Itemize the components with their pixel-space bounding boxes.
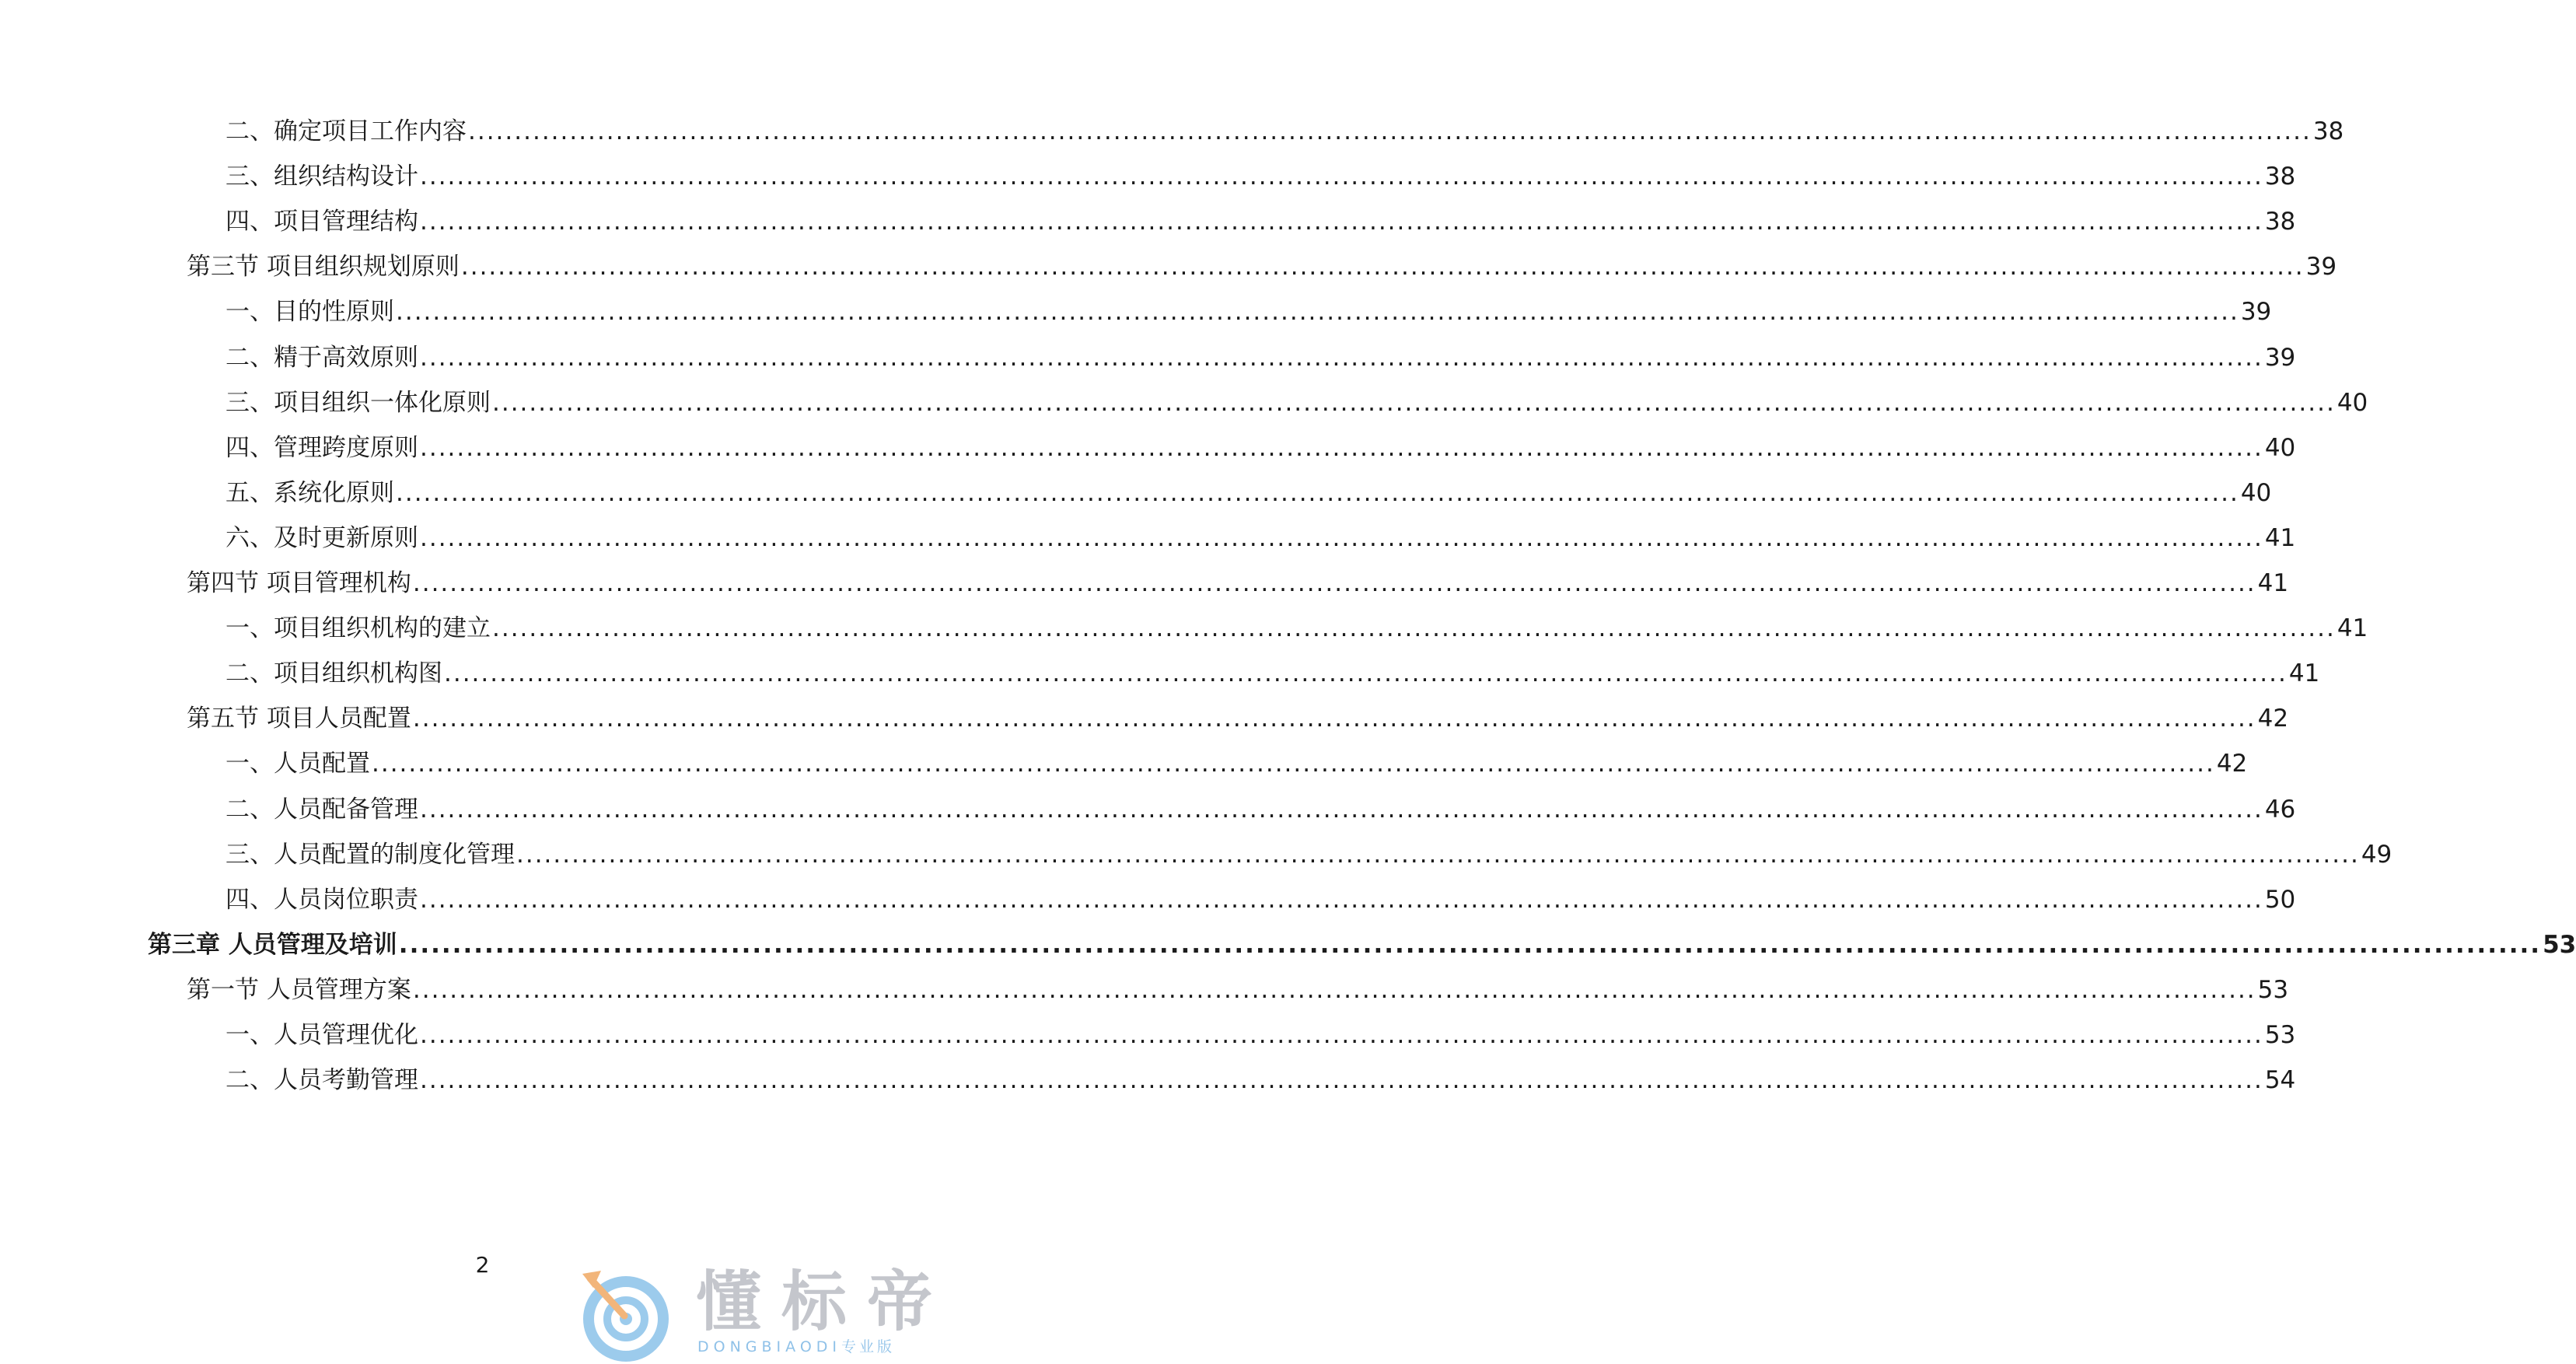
toc-entry-page: 40 bbox=[2264, 434, 2296, 462]
toc-entry bbox=[187, 701, 2289, 736]
toc-entry bbox=[148, 928, 2576, 962]
toc-entry bbox=[225, 838, 2392, 872]
toc-entry-title: 二、人员配备管理 bbox=[225, 796, 418, 824]
toc-entry-page: 42 bbox=[2216, 750, 2248, 778]
toc-entry-page: 46 bbox=[2264, 796, 2296, 824]
toc-dot-leader: ........................................................................................................................................................................................................ bbox=[460, 253, 2305, 281]
toc-entry-title: 二、确定项目工作内容 bbox=[225, 117, 467, 145]
toc-entry-title: 三、项目组织一体化原则 bbox=[225, 389, 491, 417]
toc-entry-title: 一、人员管理优化 bbox=[225, 1021, 418, 1049]
toc-entry-page: 53 bbox=[2264, 1021, 2296, 1049]
toc-entry-title: 第五节 项目人员配置 bbox=[187, 705, 411, 733]
toc-entry bbox=[225, 1063, 2296, 1097]
toc-entry bbox=[225, 1018, 2296, 1052]
toc-entry bbox=[187, 250, 2337, 284]
toc-dot-leader: ........................................................................................................................................................................................................ bbox=[396, 479, 2239, 507]
watermark-subtitle bbox=[697, 1338, 895, 1356]
toc-dot-leader: ........................................................................................................................................................................................................ bbox=[396, 298, 2239, 326]
toc-entry bbox=[225, 611, 2368, 645]
toc-entry bbox=[225, 747, 2248, 781]
toc-entry bbox=[225, 792, 2296, 827]
toc-entry-title: 三、组织结构设计 bbox=[225, 163, 418, 191]
toc-entry-page: 42 bbox=[2257, 705, 2289, 733]
toc-entry-title: 三、人员配置的制度化管理 bbox=[225, 841, 515, 869]
toc-entry-title: 第一节 人员管理方案 bbox=[187, 976, 411, 1004]
toc-entry-page: 40 bbox=[2337, 389, 2368, 417]
toc-dot-leader: ........................................................................................................................................................................................................ bbox=[420, 208, 2263, 236]
toc-entry bbox=[187, 973, 2289, 1007]
toc-dot-leader: ........................................................................................................................................................................................................ bbox=[492, 389, 2336, 417]
toc-entry bbox=[225, 476, 2272, 510]
toc-dot-leader: ........................................................................................................................................................................................................ bbox=[412, 569, 2256, 597]
watermark-title: 懂标帝 bbox=[696, 1264, 953, 1340]
toc-dot-leader: ........................................................................................................................................................................................................ bbox=[412, 705, 2256, 733]
watermark-subtitle-suffix: 专业版 bbox=[841, 1338, 896, 1355]
toc-entry-title: 五、系统化原则 bbox=[225, 479, 394, 507]
toc-entry-page: 38 bbox=[2264, 208, 2296, 236]
toc-dot-leader: ........................................................................................................................................................................................................ bbox=[420, 1021, 2263, 1049]
watermark-subtitle-latin: DONGBIAODI bbox=[697, 1338, 842, 1355]
toc-entry bbox=[225, 883, 2296, 917]
toc-dot-leader: ........................................................................................................................................................................................................ bbox=[420, 524, 2263, 552]
target-arrow-icon bbox=[579, 1268, 673, 1361]
toc-dot-leader: ........................................................................................................................................................................................................ bbox=[420, 796, 2263, 824]
toc-entry-title: 一、人员配置 bbox=[225, 750, 370, 778]
toc-dot-leader: ........................................................................................................................................................................................................ bbox=[492, 614, 2336, 642]
toc-entry-title: 二、人员考勤管理 bbox=[225, 1066, 418, 1094]
toc-entry-page: 41 bbox=[2337, 614, 2368, 642]
toc-entry-title: 四、人员岗位职责 bbox=[225, 886, 418, 914]
toc-entry bbox=[225, 656, 2320, 691]
toc-dot-leader: ........................................................................................................................................................................................................ bbox=[420, 886, 2263, 914]
toc-entry-page: 41 bbox=[2257, 569, 2289, 597]
toc-entry-title: 二、精于高效原则 bbox=[225, 344, 418, 372]
toc-entry-page: 40 bbox=[2240, 479, 2272, 507]
toc-entry bbox=[225, 205, 2296, 239]
toc-entry-page: 41 bbox=[2288, 659, 2320, 687]
toc-entry-page: 53 bbox=[2257, 976, 2289, 1004]
toc-entry bbox=[225, 295, 2272, 329]
toc-entry bbox=[225, 159, 2296, 194]
toc-entry-page: 49 bbox=[2361, 841, 2392, 869]
toc-entry bbox=[225, 341, 2296, 375]
toc-dot-leader: ........................................................................................................................................................................................................ bbox=[420, 344, 2263, 372]
toc-entry-page: 38 bbox=[2312, 117, 2344, 145]
toc-entry-page: 41 bbox=[2264, 524, 2296, 552]
toc-entry bbox=[225, 521, 2296, 555]
toc-entry-title: 一、项目组织机构的建立 bbox=[225, 614, 491, 642]
toc-entry-page: 38 bbox=[2264, 163, 2296, 191]
toc-entry bbox=[225, 114, 2344, 149]
toc-dot-leader: ........................................................................................................................................................................................................ bbox=[420, 1066, 2263, 1094]
toc-entry-page: 50 bbox=[2264, 886, 2296, 914]
toc-entry bbox=[225, 386, 2368, 420]
page-number: 2 bbox=[475, 1252, 490, 1278]
toc-dot-leader: ........................................................................................................................................................................................................ bbox=[420, 434, 2263, 462]
toc-dot-leader: ........................................................................................................................................................................................................ bbox=[444, 659, 2288, 687]
toc-dot-leader: ........................................................................................................................................................................................................ bbox=[516, 841, 2360, 869]
toc-entry-title: 四、项目管理结构 bbox=[225, 208, 418, 236]
toc-entry-page: 39 bbox=[2305, 253, 2337, 281]
toc-entry bbox=[187, 566, 2289, 600]
toc-dot-leader: ........................................................................................................................................................................................................ bbox=[420, 163, 2263, 191]
toc-entry-title: 第四节 项目管理机构 bbox=[187, 569, 411, 597]
toc-dot-leader: ........................................................................................................................................................................................................ bbox=[412, 976, 2256, 1004]
toc-entry-title: 一、目的性原则 bbox=[225, 298, 394, 326]
toc-entry-title: 六、及时更新原则 bbox=[225, 524, 418, 552]
toc-dot-leader: ........................................................................................................................................................................................................ bbox=[372, 750, 2215, 778]
toc-entry-page: 39 bbox=[2264, 344, 2296, 372]
watermark bbox=[579, 1264, 952, 1361]
toc-entry-page: 53 bbox=[2543, 931, 2576, 959]
toc-dot-leader: ........................................................................................................................................................................................................ bbox=[468, 117, 2312, 145]
toc-entry-title: 四、管理跨度原则 bbox=[225, 434, 418, 462]
toc-entry-title: 二、项目组织机构图 bbox=[225, 659, 442, 687]
toc-dot-leader: ........................................................................................................................................................................................................ bbox=[398, 931, 2542, 959]
toc-entry bbox=[225, 431, 2296, 465]
toc-entry-title: 第三节 项目组织规划原则 bbox=[187, 253, 460, 281]
toc-entry-page: 54 bbox=[2264, 1066, 2296, 1094]
toc-entry-page: 39 bbox=[2240, 298, 2272, 326]
toc-entry-title: 第三章 人员管理及培训 bbox=[148, 931, 397, 959]
